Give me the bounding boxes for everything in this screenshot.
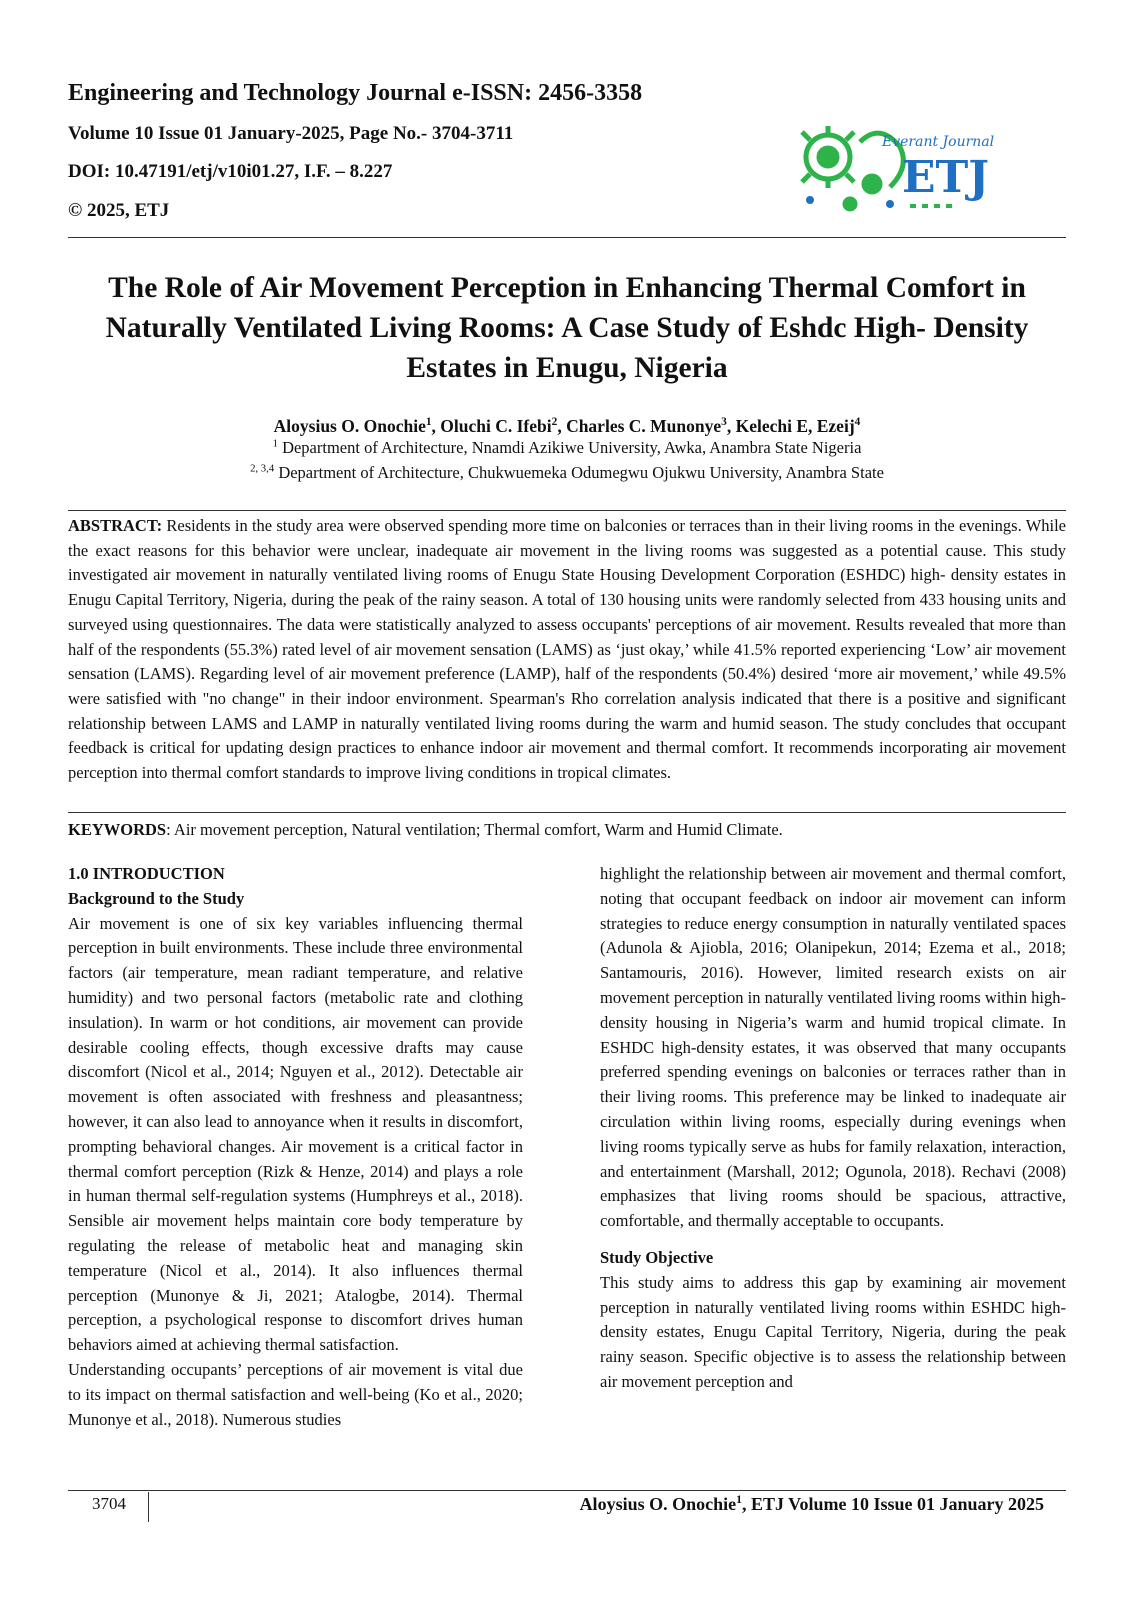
affiliation-2: $^{2, 3,4}$ Department of Architecture, Chukwuemeka Odumegwu Ojukwu University, Anambra State (250, 462, 884, 482)
right-column (600, 862, 1066, 1395)
abstract: ABSTRACT: Residents in the study area were observed spending more time on balconies or terraces than in their living rooms in the evenings. While the exact reasons for this behavior were unclear, inadequate air movement in the living rooms was suggested as a potential cause. This study investigated air movement in naturally ventilated living rooms of Enugu State Housing Development Corporation (ESHDC) high- density estates in Enugu Capital Territory, Nigeria, during the peak of the rainy season. A total of 130 housing units were randomly selected from 433 housing units and surveyed using questionnaires. The data were statistically analyzed to assess occupants' perceptions of air movement. Results revealed that more than half of the respondents (55.3%) rated level of air movement sensation (LAMS) as ‘just okay,’ while 41.5% reported experiencing ‘Low’ air movement sensation (LAMS). Regarding level of air movement preference (LAMP), half of the respondents (50.4%) desired ‘more air movement,’ while 49.5% were satisfied with "no change" in their indoor environment. Spearman's Rho correlation analysis indicated that there is a positive and significant relationship between LAMS and LAMP in naturally ventilated living rooms during the warm and humid season. The study concludes that occupant feedback is critical for updating design practices to enhance indoor air movement and thermal comfort. It recommends incorporating air movement perception into thermal comfort standards to improve living conditions in tropical climates. (68, 516, 1067, 783)
journal-name: Engineering and Technology Journal e-ISSN: 2456-3358 (68, 80, 643, 106)
etj-logo (790, 112, 1010, 222)
subheading-study-objective: Study Objective (600, 1247, 714, 1267)
footer-rule (68, 1490, 1066, 1491)
page-number: 3704 (92, 1494, 126, 1513)
author-list: Aloysius O. Onochie$^1$, Oluchi C. Ifebi$^2$, Charles C. Munonye$^3$, Kelechi E, Ezeij$^4$ (273, 416, 861, 436)
abstract-bottom-rule (68, 812, 1066, 813)
paper-title: The Role of Air Movement Perception in Enhancing Thermal Comfort in Naturally Ventilated Living Rooms: A Case Study of Eshdc High- Density Estates in Enugu, Nigeria (105, 272, 1029, 384)
doi-info: DOI: 10.47191/etj/v10i01.27, I.F. – 8.227 (68, 161, 393, 182)
header-rule (68, 237, 1066, 238)
right-paragraph-1: highlight the relationship between air movement and thermal comfort, noting that occupant feedback on indoor air movement can inform strategies to reduce energy consumption in naturally ventilated spaces (Adunola & Ajiobla, 2016; Olanipekun, 2014; Ezema et al., 2018; Santamouris, 2016). However, limited research exists on air movement perception in naturally ventilated living rooms within high-density housing in Nigeria’s warm and humid tropical climate. In ESHDC high-density estates, it was observed that many occupants preferred spending evenings on balconies or terraces rather than in their living rooms. This preference may be linked to inadequate air circulation within living rooms, especially during evenings when living rooms typically serve as hubs for family relaxation, interaction, and entertainment (Marshall, 2012; Ogunola, 2018). Rechavi (2008) emphasizes that living rooms should be spacious, attractive, comfortable, and thermally acceptable to occupants. (600, 864, 1066, 1231)
volume-info: Volume 10 Issue 01 January-2025, Page No.- 3704-3711 (68, 123, 514, 144)
copyright: © 2025, ETJ (68, 200, 170, 221)
section-heading: 1.0 INTRODUCTION (68, 864, 225, 883)
intro-paragraph-2: Understanding occupants’ perceptions of air movement is vital due to its impact on thermal satisfaction and well-being (Ko et al., 2020; Munonye et al., 2018). Numerous studies (68, 1359, 523, 1429)
footer-separator (148, 1492, 149, 1522)
right-paragraph-2: This study aims to address this gap by examining air movement perception in naturally ventilated living rooms within ESHDC high-density estates, Enugu Capital Territory, Nigeria, during the peak rainy season. Specific objective is to assess the relationship between air movement perception and (600, 1272, 1066, 1391)
left-column (68, 862, 523, 1432)
abstract-top-rule (68, 510, 1066, 511)
logo-subtitle: Everant Journal (882, 134, 995, 150)
keywords: KEYWORDS: Air movement perception, Natural ventilation; Thermal comfort, Warm and Humid Climate. (68, 820, 783, 839)
affiliation-1: $^1$ Department of Architecture, Nnamdi Azikiwe University, Awka, Anambra State Nigeria (272, 437, 862, 457)
logo-text: ETJ (902, 152, 990, 203)
intro-paragraph-1: Air movement is one of six key variables influencing thermal perception in built environments. These include three environmental factors (air temperature, mean radiant temperature, and relative humidity) and two personal factors (metabolic rate and clothing insulation). In warm or hot conditions, air movement can provide desirable cooling effects, though excessive drafts may cause discomfort (Nicol et al., 2014; Nguyen et al., 2012). Detectable air movement is often associated with freshness and pleasantness; however, it can also lead to annoyance when it results in discomfort, prompting behavioral changes. Air movement is a critical factor in thermal comfort perception (Rizk & Henze, 2014) and plays a role in human thermal self-regulation systems (Humphreys et al., 2018). Sensible air movement helps maintain core body temperature by regulating the release of metabolic heat and managing skin temperature (Nicol et al., 2014). It also influences thermal perception (Munonye & Ji, 2021; Atalogbe, 2014). Thermal perception, a psychological response to discomfort drives human behaviors aimed at achieving thermal satisfaction. (68, 913, 523, 1355)
subheading-background: Background to the Study (68, 888, 245, 908)
footer-citation: Aloysius O. Onochie$^1$, ETJ Volume 10 Issue 01 January 2025 (579, 1493, 1044, 1514)
